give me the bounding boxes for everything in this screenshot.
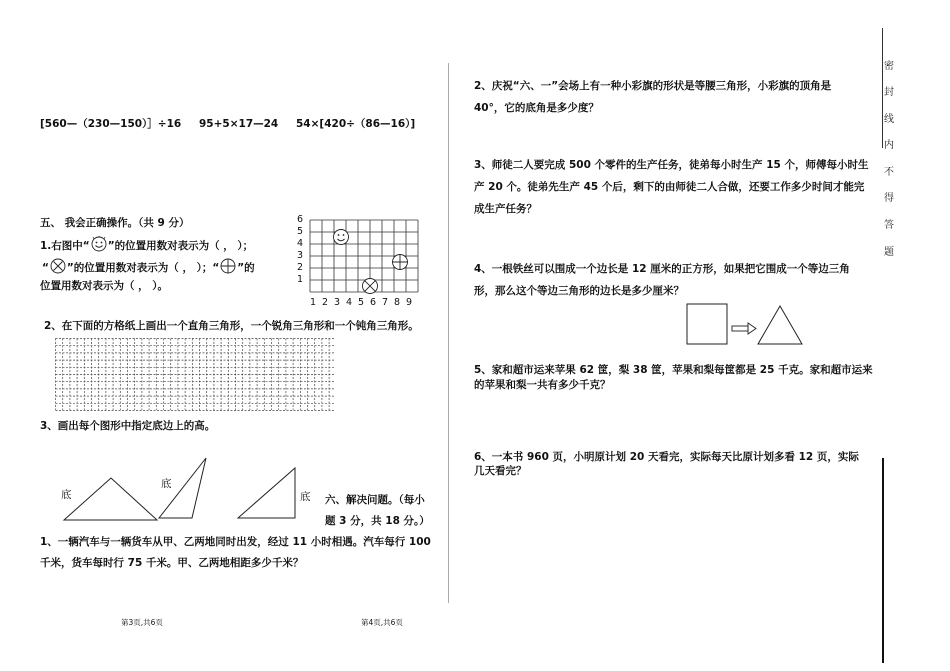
grid-y-label: 5 [297,226,304,237]
right-q2-line1: 2、庆祝“六、一”会场上有一种小彩旗的形状是等腰三角形，小彩旗的顶角是 [474,80,832,92]
q1-line2-end: ”的 [237,262,255,274]
square-to-triangle-figure [686,302,836,352]
column-divider [448,63,449,603]
smiley-marker [334,230,349,245]
triangles-figure [55,448,355,528]
right-q2-line2: 40°，它的底角是多少度？ [474,102,599,114]
triangle-1 [64,478,157,520]
seal-char: 密 [884,61,894,72]
right-q6-line2: 几天看完？ [474,465,527,477]
grid-y-label: 1 [297,274,304,285]
base-label-1: 底 [61,489,72,501]
square-shape [687,304,727,344]
page-footer-left: 第3页,共6页 [121,618,163,627]
section5-q1-line1 [40,236,253,253]
section6-title-line1: 六、解决问题。（每小 [325,494,425,506]
seal-char: 不 [884,167,894,178]
page-footer-right: 第4页,共6页 [361,618,403,627]
right-q3-line3: 成生产任务？ [474,203,537,215]
grid-y-label: 4 [297,238,304,249]
q1-line1-post: ”的位置用数对表示为（ ， ）； [107,240,254,252]
circled-plus-marker [393,255,408,270]
circled-plus-icon [219,258,237,272]
binding-line-bottom [882,458,884,663]
section5-title: 五、 我会正确操作。（共 9 分） [40,217,190,229]
grid-x-label: 3 [334,297,341,308]
smiley-icon [90,236,108,250]
seal-char: 线 [884,114,894,125]
right-q3-line1: 3、师徒二人要完成 500 个零件的生产任务，徒弟每小时生产 15 个，师傅每小时生 [474,159,869,171]
seal-char: 答 [884,220,894,231]
seal-char: 得 [884,193,894,204]
seal-char: 题 [884,247,894,258]
right-q5-line1: 5、家和超市运来苹果 62 筐，梨 38 筐，苹果和梨每筐都是 25 千克。家和超市运来 [474,364,873,376]
section5-q3: 3、画出每个图形中指定底边上的高。 [40,420,216,432]
grid-markers [334,230,408,294]
arrow-right-icon [732,323,756,334]
seal-char: 封 [884,87,894,98]
equilateral-triangle [758,306,802,344]
triangle-3 [238,468,295,518]
base-label-2: 底 [161,478,172,490]
grid-y-label: 6 [297,214,304,225]
section6-q1-line1: 1、一辆汽车与一辆货车从甲、乙两地同时出发，经过 11 小时相遇。汽车每行 100 [40,536,431,548]
grid-x-label: 5 [358,297,365,308]
section6-title-line2: 题 3 分，共 18 分。） [325,515,430,527]
section5-q2: 2、在下面的方格纸上画出一个直角三角形，一个锐角三角形和一个钝角三角形。 [44,320,419,332]
circled-x-icon [49,258,67,272]
q1-line2-open: “ [42,262,49,274]
grid-x-label: 6 [370,297,377,308]
grid-x-label: 1 [310,297,317,308]
right-q3-line2: 产 20 个。徒弟先生产 45 个后，剩下的由师徒二人合做，还要工作多少时间才能完 [474,181,865,193]
grid-x-label: 7 [382,297,389,308]
grid-x-label: 8 [394,297,401,308]
right-q4-line1: 4、一根铁丝可以围成一个边长是 12 厘米的正方形，如果把它围成一个等边三角 [474,263,850,275]
grid-y-label: 2 [297,262,304,273]
binding-line-top [882,28,883,148]
grid-paper [55,338,337,412]
grid-x-label: 2 [322,297,329,308]
base-label-3: 底 [300,491,311,503]
section5-q1-line3: 位置用数对表示为（ ， ）。 [40,280,169,292]
seal-char: 内 [884,140,894,151]
calc-expression-3: 54×[420÷（86—16）] [296,118,416,130]
right-q6-line1: 6、一本书 960 页，小明原计划 20 天看完，实际每天比原计划多看 12 页，实际 [474,451,859,463]
right-q4-line2: 形，那么这个等边三角形的边长是多少厘米？ [474,285,684,297]
calc-expression-2: 95+5×17—24 [199,118,279,130]
grid-x-label: 4 [346,297,353,308]
q1-line2-mid: ”的位置用数对表示为（ ， ）；“ [66,262,220,274]
circled-x-marker [363,279,378,294]
section6-q1-line2: 千米，货车每时行 75 千米。甲、乙两地相距多少千米？ [40,557,304,569]
grid-x-label: 9 [406,297,413,308]
right-q5-line2: 的苹果和梨一共有多少千克？ [474,379,611,391]
grid-y-label: 3 [297,250,304,261]
section5-q1-line2 [42,258,255,275]
q1-line1-pre: 1.右图中“ [40,240,90,252]
calc-expression-1: [560—（230—150）］÷16 [40,118,182,130]
